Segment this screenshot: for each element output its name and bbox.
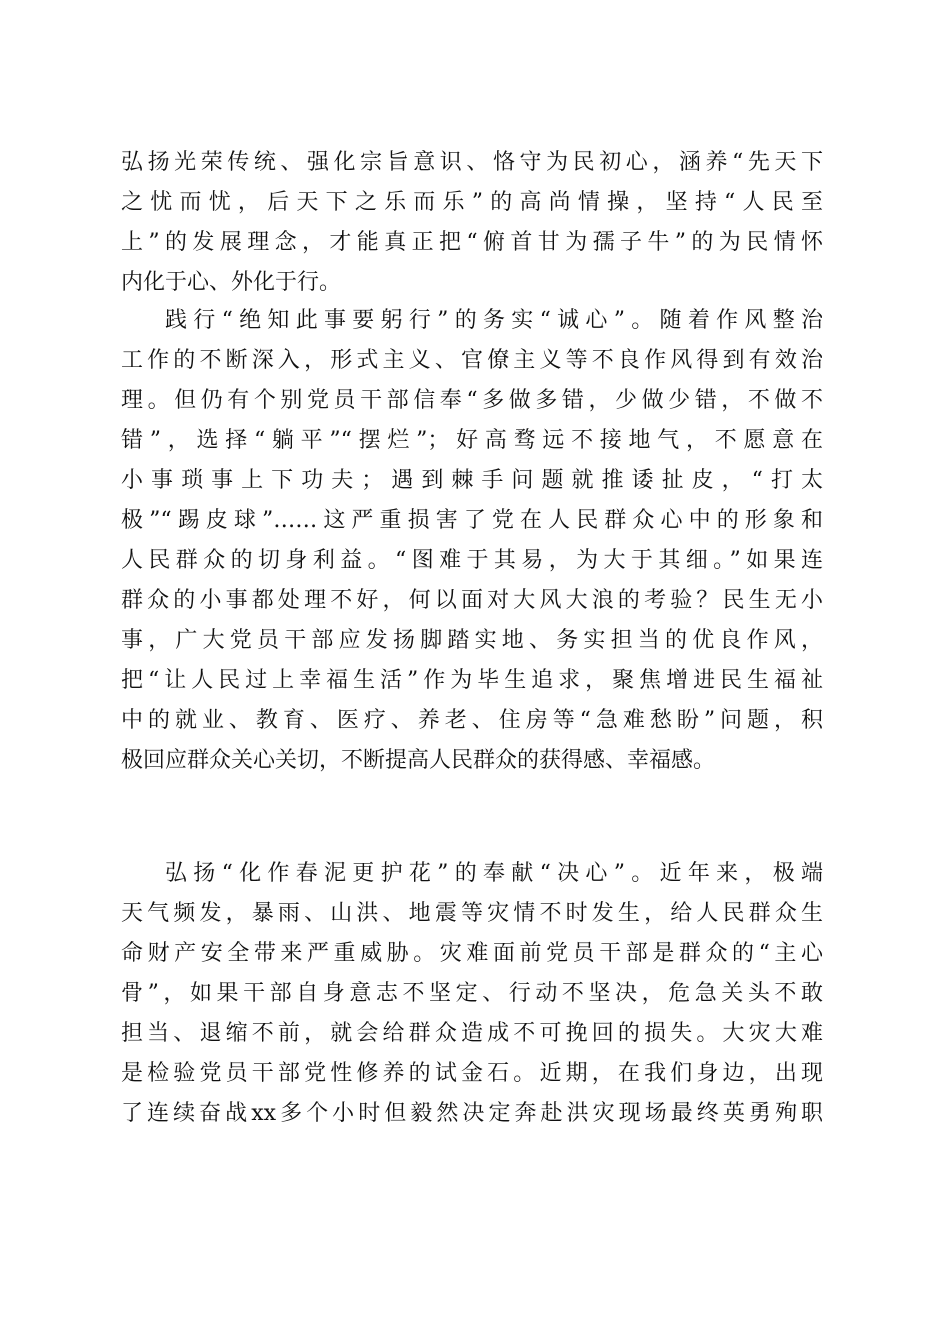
paragraph-line: 人民群众的切身利益。“图难于其易，为大于其细。”如果连 bbox=[121, 548, 823, 573]
paragraph-line: 是检验党员干部党性修养的试金石。近期，在我们身边，出现 bbox=[121, 1061, 823, 1086]
paragraph-line: 上”的发展理念，才能真正把“俯首甘为孺子牛”的为民情怀 bbox=[121, 230, 823, 255]
paragraph-2 bbox=[121, 301, 823, 781]
paragraph-3 bbox=[121, 854, 823, 1134]
paragraph-line: 内化于心、外化于行。 bbox=[121, 270, 342, 295]
paragraph-line: 骨”，如果干部自身意志不坚定、行动不坚决，危急关头不敢 bbox=[121, 981, 823, 1006]
paragraph-line: 命财产安全带来严重威胁。灾难面前党员干部是群众的“主心 bbox=[121, 941, 823, 966]
paragraph-line: 弘扬光荣传统、强化宗旨意识、恪守为民初心，涵养“先天下 bbox=[121, 150, 823, 175]
paragraph-line: 之忧而忧，后天下之乐而乐”的高尚情操，坚持“人民至 bbox=[121, 190, 823, 215]
paragraph-line: 事，广大党员干部应发扬脚踏实地、务实担当的优良作风， bbox=[121, 628, 823, 653]
paragraph-line: 极”“踢皮球”……这严重损害了党在人民群众心中的形象和 bbox=[121, 508, 823, 533]
paragraph-line: 担当、退缩不前，就会给群众造成不可挽回的损失。大灾大难 bbox=[121, 1021, 823, 1046]
paragraph-line: 把“让人民过上幸福生活”作为毕生追求，聚焦增进民生福祉 bbox=[121, 668, 823, 693]
paragraph-line: 中的就业、教育、医疗、养老、住房等“急难愁盼”问题，积 bbox=[121, 708, 823, 733]
paragraph-1 bbox=[121, 143, 823, 303]
paragraph-line: 了连续奋战xx多个小时但毅然决定奔赴洪灾现场最终英勇殉职 bbox=[121, 1101, 823, 1126]
paragraph-line: 弘扬“化作春泥更护花”的奉献“决心”。近年来，极端 bbox=[165, 861, 823, 886]
paragraph-line: 天气频发，暴雨、山洪、地震等灾情不时发生，给人民群众生 bbox=[121, 901, 823, 926]
paragraph-line: 工作的不断深入，形式主义、官僚主义等不良作风得到有效治 bbox=[121, 348, 823, 373]
paragraph-line: 群众的小事都处理不好，何以面对大风大浪的考验？民生无小 bbox=[121, 588, 823, 613]
paragraph-line: 践行“绝知此事要躬行”的务实“诚心”。随着作风整治 bbox=[165, 308, 823, 333]
paragraph-line: 理。但仍有个别党员干部信奉“多做多错，少做少错，不做不 bbox=[121, 388, 823, 413]
paragraph-line: 错”，选择“躺平”“摆烂”；好高骛远不接地气，不愿意在 bbox=[121, 428, 823, 453]
paragraph-line: 极回应群众关心关切，不断提高人民群众的获得感、幸福感。 bbox=[121, 748, 716, 773]
paragraph-line: 小事琐事上下功夫；遇到棘手问题就推诿扯皮，“打太 bbox=[121, 468, 823, 493]
